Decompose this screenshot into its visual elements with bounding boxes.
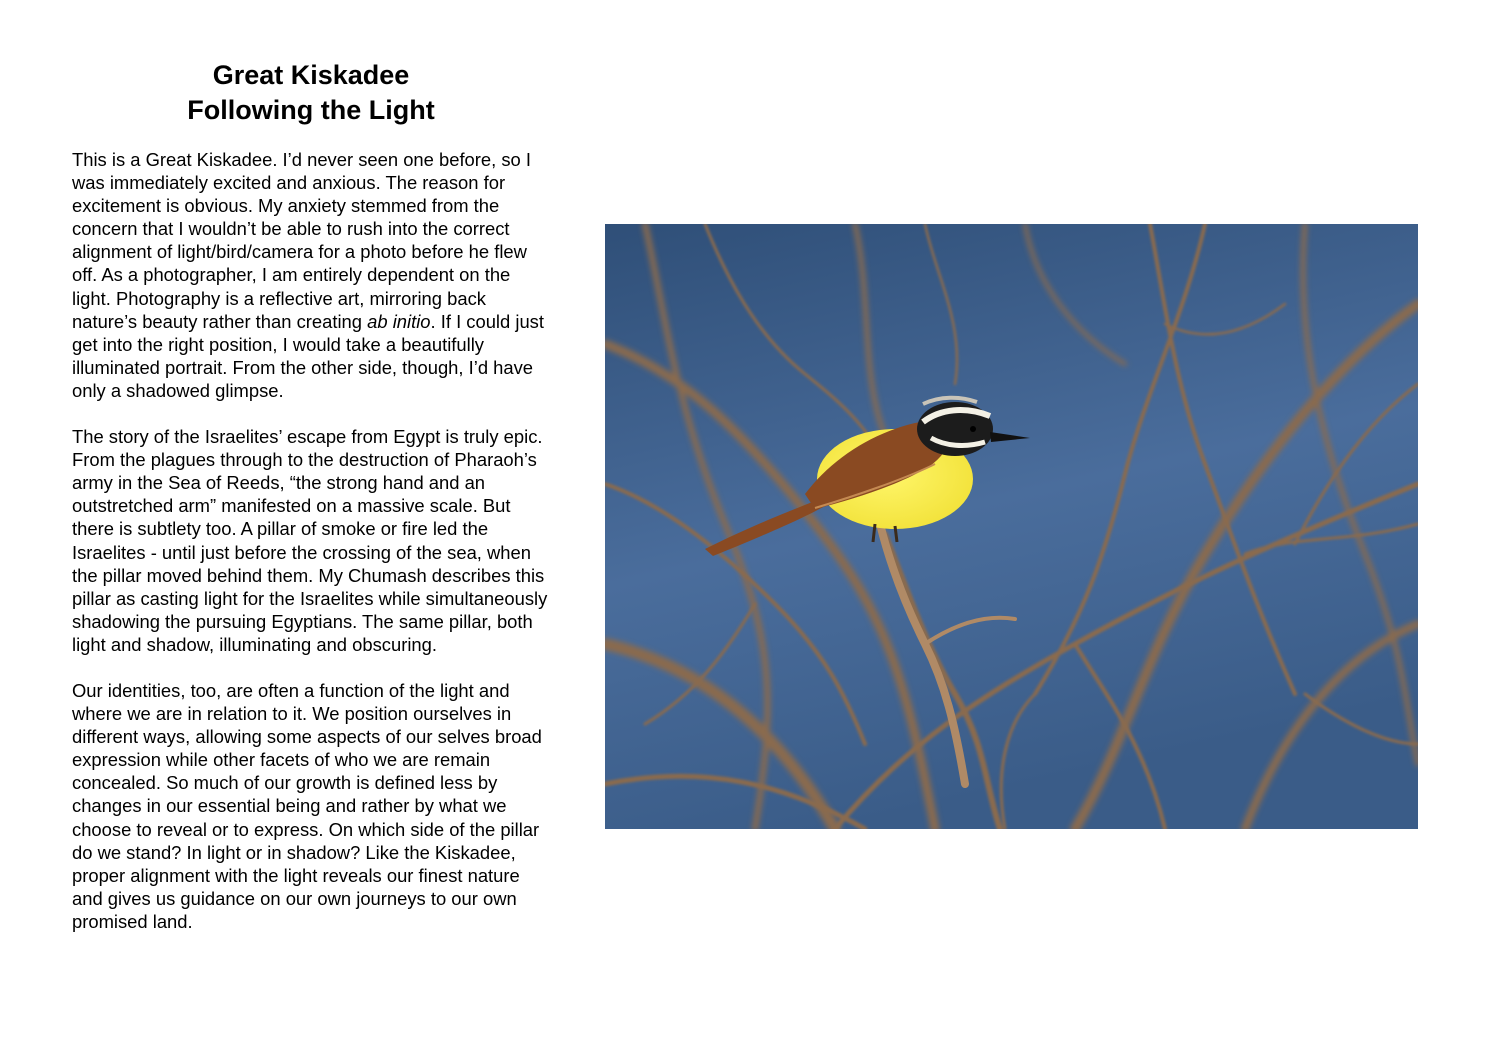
title-line-2: Following the Light (187, 95, 435, 125)
paragraph-1-text-b: . If I could just get into the right position, I would take a beautifully illuminated portrait. From the other side, though, I’d have only a shadowed glimpse. (72, 310, 544, 401)
paragraph-1-text-a: This is a Great Kiskadee. I’d never seen one before, so I was immediately excited and anxious. The reason for excitement is obvious. My anxiety stemmed from the concern that I wouldn’t be able to rush into the correct alignment of light/bird/camera for a photo before he flew off. As a photographer, I am entirely dependent on the light. Photography is a reflective art, mirroring back nature’s beauty rather than creating (72, 149, 531, 332)
text-column (72, 58, 550, 956)
kiskadee-photo (605, 224, 1418, 829)
paragraph-1 (72, 148, 550, 402)
paragraph-1-italic: ab initio (367, 310, 431, 332)
page-title (72, 58, 550, 128)
kiskadee-photo-illustration (605, 224, 1418, 829)
bird-eye (970, 426, 976, 432)
paragraph-3: Our identities, too, are often a function of the light and where we are in relation to it. We position ourselves in different ways, allowing some aspects of our selves broad expression while other facets of who we are remain concealed. So much of our growth is defined less by changes in our essential being and rather by what we choose to reveal or to express. On which side of the pillar do we stand? In light or in shadow? Like the Kiskadee, proper alignment with the light reveals our finest nature and gives us guidance on our own journeys to our own promised land. (72, 679, 542, 932)
title-line-1: Great Kiskadee (212, 60, 410, 90)
paragraph-2: The story of the Israelites’ escape from Egypt is truly epic. From the plagues through to the destruction of Pharaoh’s army in the Sea of Reeds, “the strong hand and an outstretched arm” manifested on a massive scale. But there is subtlety too. A pillar of smoke or fire led the Israelites - until just before the crossing of the sea, when the pillar moved behind them. My Chumash describes this pillar as casting light for the Israelites while simultaneously shadowing the pursuing Egyptians. The same pillar, both light and shadow, illuminating and obscuring. (72, 426, 548, 655)
